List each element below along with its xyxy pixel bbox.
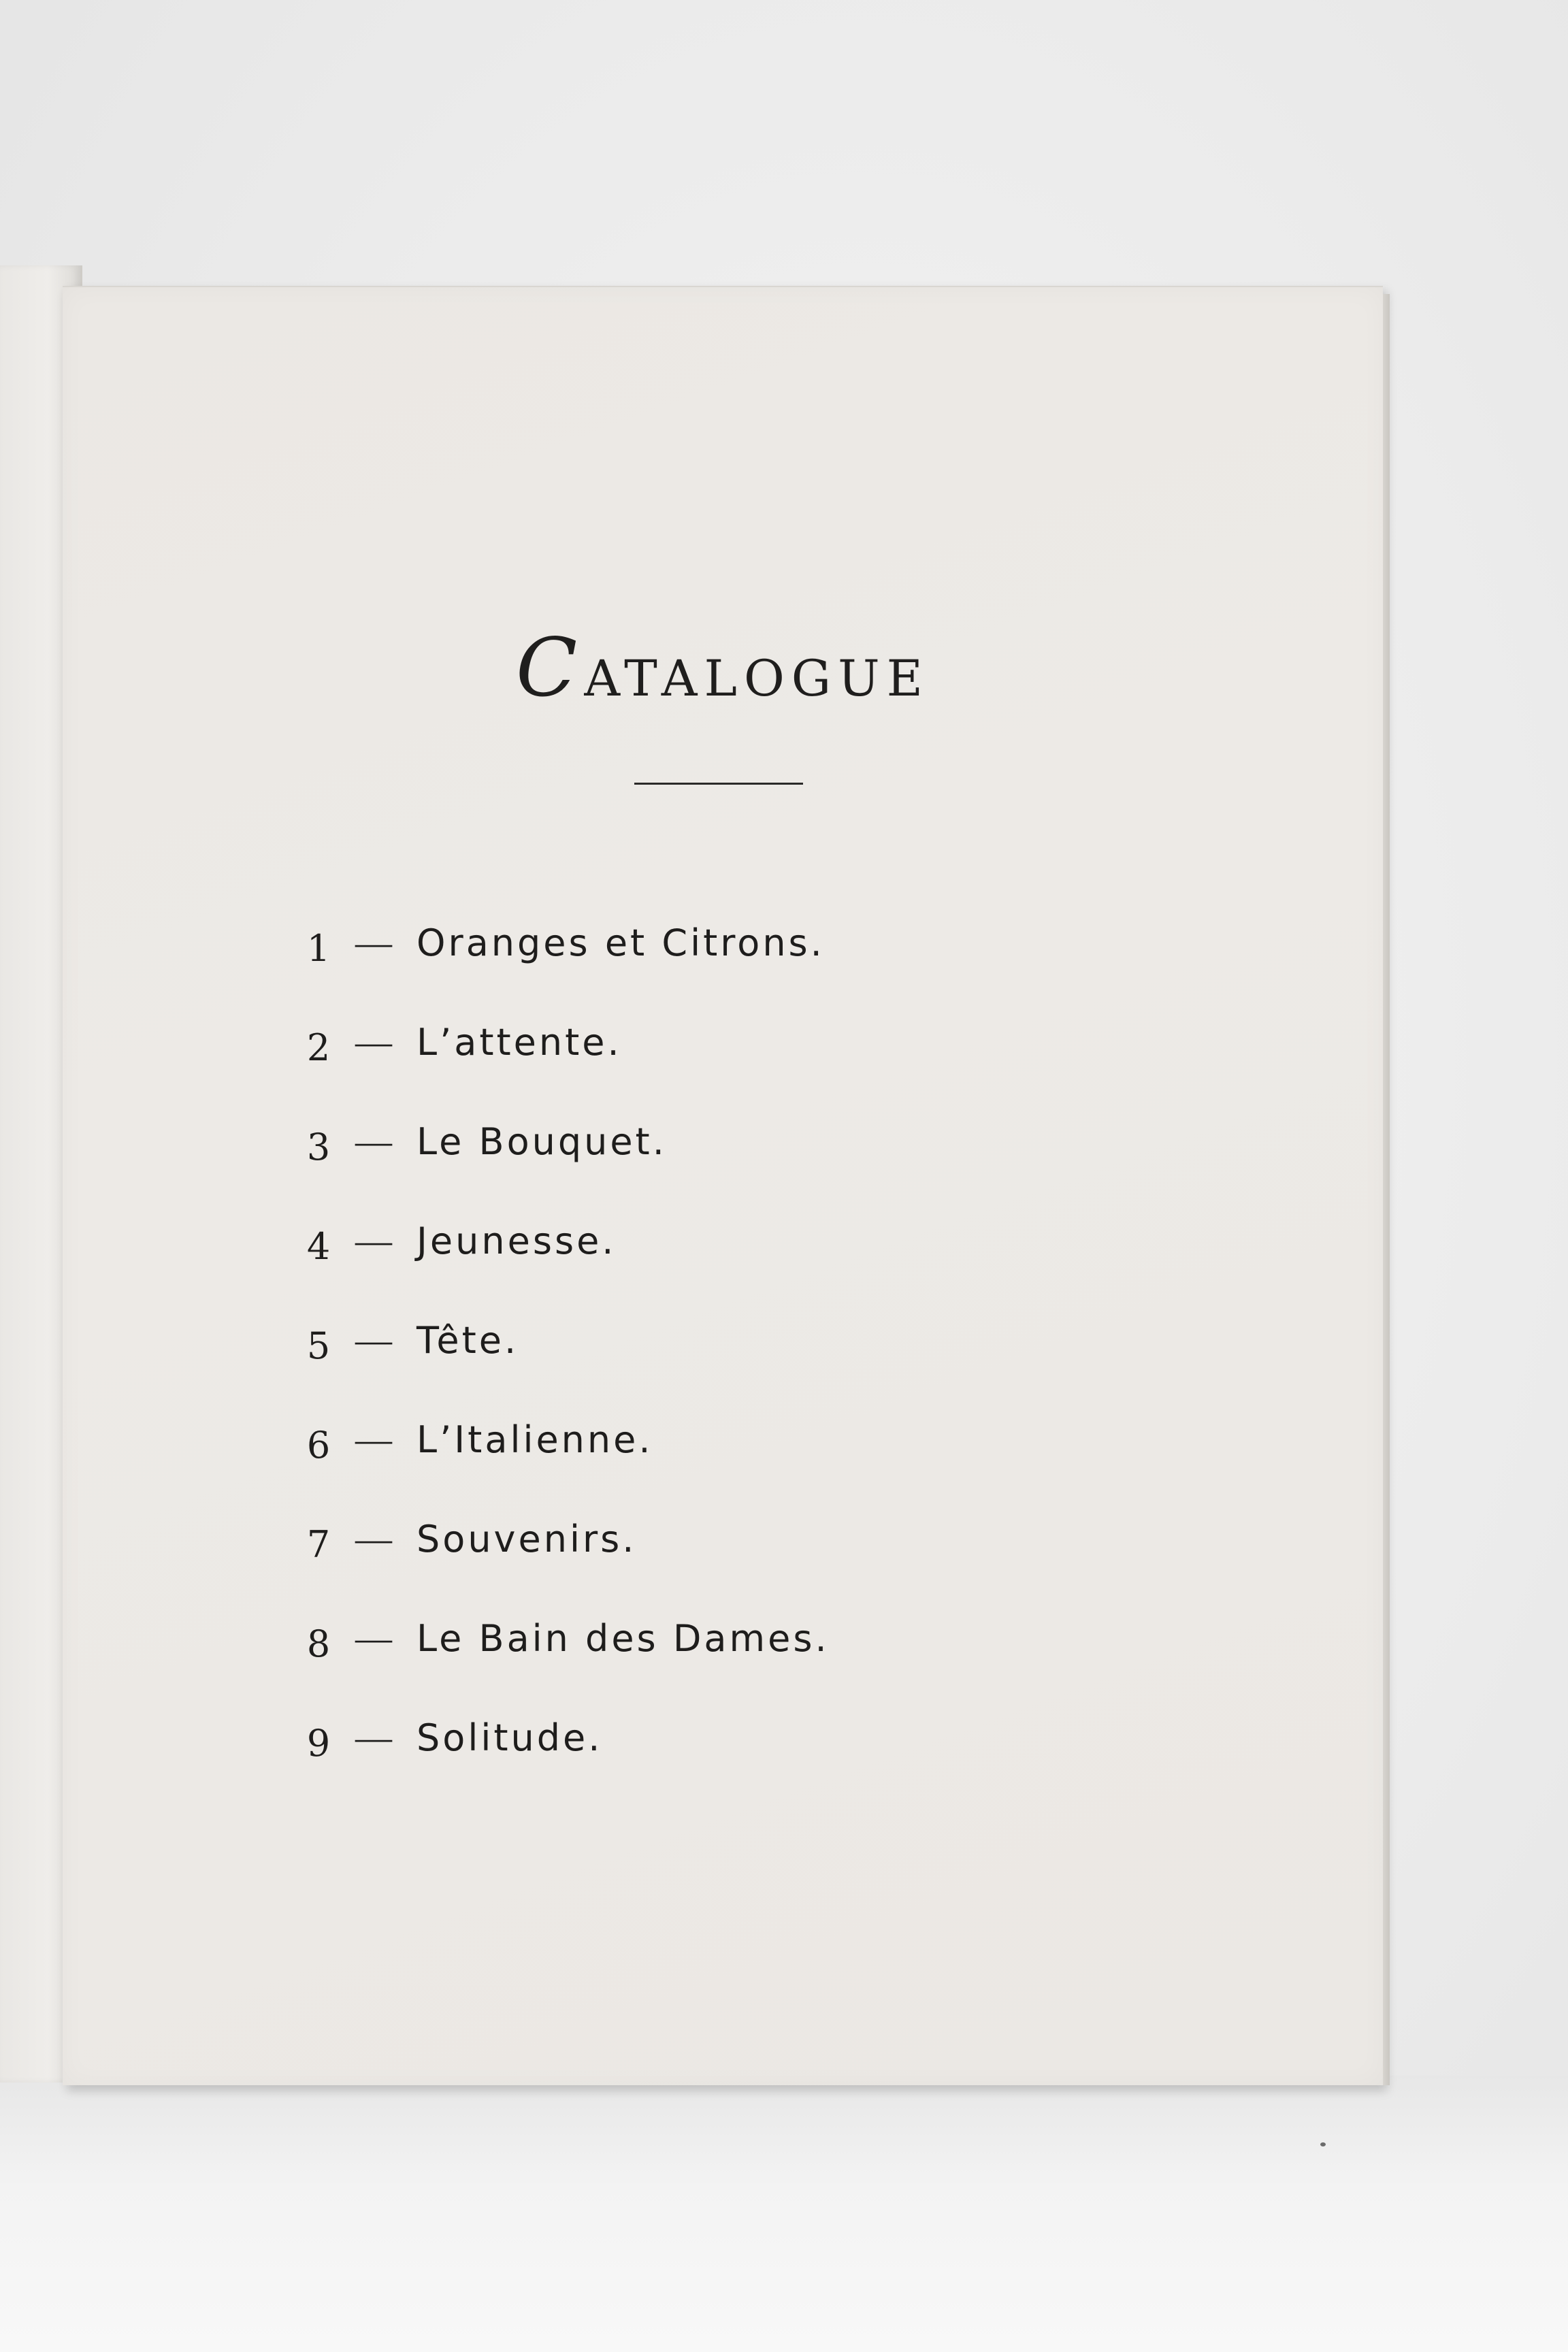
list-item xyxy=(294,893,1247,992)
list-item xyxy=(294,1092,1247,1191)
entry-number: 6 xyxy=(306,1423,331,1467)
title-initial: C xyxy=(516,621,585,715)
entry-dash: — xyxy=(355,1717,392,1758)
list-item xyxy=(294,1588,1247,1688)
entry-dash: — xyxy=(355,1419,392,1460)
entry-dash: — xyxy=(355,1022,392,1062)
list-item xyxy=(294,1191,1247,1290)
entry-name: Le Bouquet. xyxy=(416,1120,667,1163)
entry-name: Tête. xyxy=(416,1318,519,1362)
list-item xyxy=(294,1489,1247,1588)
page-title xyxy=(63,621,1383,715)
entry-number: 8 xyxy=(306,1622,331,1665)
entry-name: Le Bain des Dames. xyxy=(416,1616,830,1660)
entry-number: 7 xyxy=(306,1522,331,1566)
entry-dash: — xyxy=(355,1320,392,1360)
title-rest: atalogue xyxy=(584,630,930,713)
title-rule xyxy=(634,783,803,785)
entry-name: L’attente. xyxy=(416,1020,622,1064)
entry-dash: — xyxy=(355,1121,392,1162)
entry-number: 5 xyxy=(306,1324,331,1367)
entry-number: 2 xyxy=(306,1026,331,1069)
entry-name: Jeunesse. xyxy=(416,1219,617,1262)
entry-name: Solitude. xyxy=(416,1716,603,1759)
catalogue-page xyxy=(63,286,1383,2085)
entry-number: 3 xyxy=(306,1125,331,1169)
entry-dash: — xyxy=(355,922,392,963)
entry-number: 9 xyxy=(306,1721,331,1765)
entry-dash: — xyxy=(355,1618,392,1659)
entry-number: 4 xyxy=(306,1224,331,1268)
entry-number: 1 xyxy=(306,926,331,970)
page-edge xyxy=(1383,294,1390,2085)
list-item xyxy=(294,1390,1247,1489)
table-surface xyxy=(0,2076,1568,2352)
entry-dash: — xyxy=(355,1220,392,1261)
list-item xyxy=(294,992,1247,1092)
entry-name: Oranges et Citrons. xyxy=(416,921,825,964)
entry-dash: — xyxy=(355,1518,392,1559)
table-speck xyxy=(1320,2142,1326,2146)
catalogue-list xyxy=(294,893,1247,1787)
list-item xyxy=(294,1688,1247,1787)
entry-name: L’Italienne. xyxy=(416,1418,653,1461)
list-item xyxy=(294,1290,1247,1390)
entry-name: Souvenirs. xyxy=(416,1517,637,1561)
